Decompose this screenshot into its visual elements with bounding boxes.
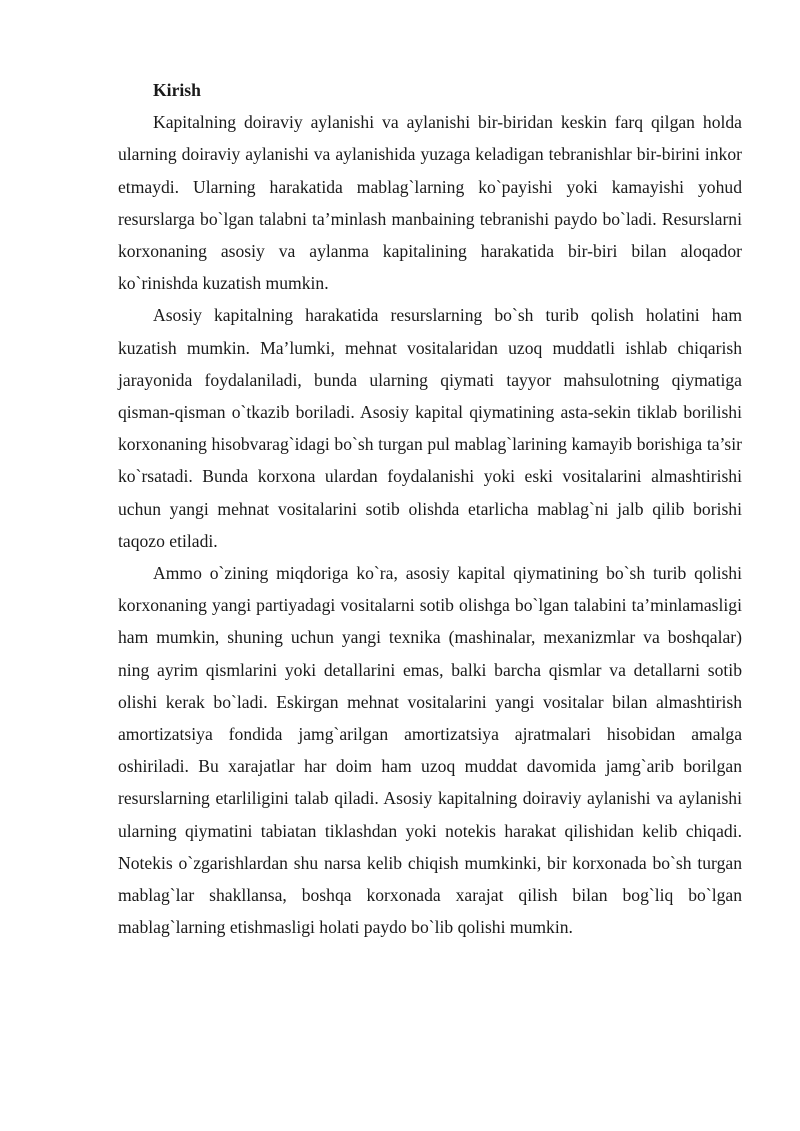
document-page [118, 74, 742, 943]
paragraph-1: Kapitalning doiraviy aylanishi va aylanishi bir-biridan keskin farq qilgan holda ularning doiraviy aylanishi va aylanishida yuzaga keladigan tebranishlar bir-birini inkor etmaydi. Ularning harakatida mablag`larning ko`payishi yoki kamayishi yohud resurslarga bo`lgan talabni ta’minlash manbaining tebranishi paydo bo`ladi. Resurslarni korxonaning asosiy va aylanma kapitalining harakatida bir-biri bilan aloqador ko`rinishda kuzatish mumkin. [118, 112, 742, 294]
paragraph-2: Asosiy kapitalning harakatida resurslarning bo`sh turib qolish holatini ham kuzatish mumkin. Ma’lumki, mehnat vositalaridan uzoq muddatli ishlab chiqarish jarayonida foydalaniladi, bunda ularning qiymati tayyor mahsulotning qiymatiga qisman-qisman o`tkazib boriladi. Asosiy kapital qiymatining asta-sekin tiklab borilishi korxonaning hisobvarag`idagi bo`sh turgan pul mablag`larining kamayib borishiga ta’sir ko`rsatadi. Bunda korxona ulardan foydalanishi yoki eski vositalarini almashtirishi uchun yangi mehnat vositalarini sotib olishda etarlicha mablag`ni jalb qilib borishi taqozo etiladi. [118, 305, 742, 551]
paragraph-3: Ammo o`zining miqdoriga ko`ra, asosiy kapital qiymatining bo`sh turib qolishi korxonaning yangi partiyadagi vositalarni sotib olishga bo`lgan talabini ta’minlamasligi ham mumkin, shuning uchun yangi texnika (mashinalar, mexanizmlar va boshqalar) ning ayrim qismlarini yoki detallarini emas, balki barcha qismlar va detallarni sotib olishi kerak bo`ladi. Eskirgan mehnat vositalarini yangi vositalar bilan almashtirish amortizatsiya fondida jamg`arilgan amortizatsiya ajratmalari hisobidan amalga oshiriladi. Bu xarajatlar har doim ham uzoq muddat davomida jamg`arib borilgan resurslarning etarliligini talab qiladi. Asosiy kapitalning doiraviy aylanishi va aylanishi ularning qiymatini tabiatan tiklashdan yoki notekis harakat qilishidan kelib chiqadi. Notekis o`zgarishlardan shu narsa kelib chiqish mumkinki, bir korxonada bo`sh turgan mablag`lar shakllansa, boshqa korxonada xarajat qilish bilan bog`liq bo`lgan mablag`larning etishmasligi holati paydo bo`lib qolishi mumkin. [118, 563, 742, 938]
section-heading: Kirish [153, 80, 201, 100]
